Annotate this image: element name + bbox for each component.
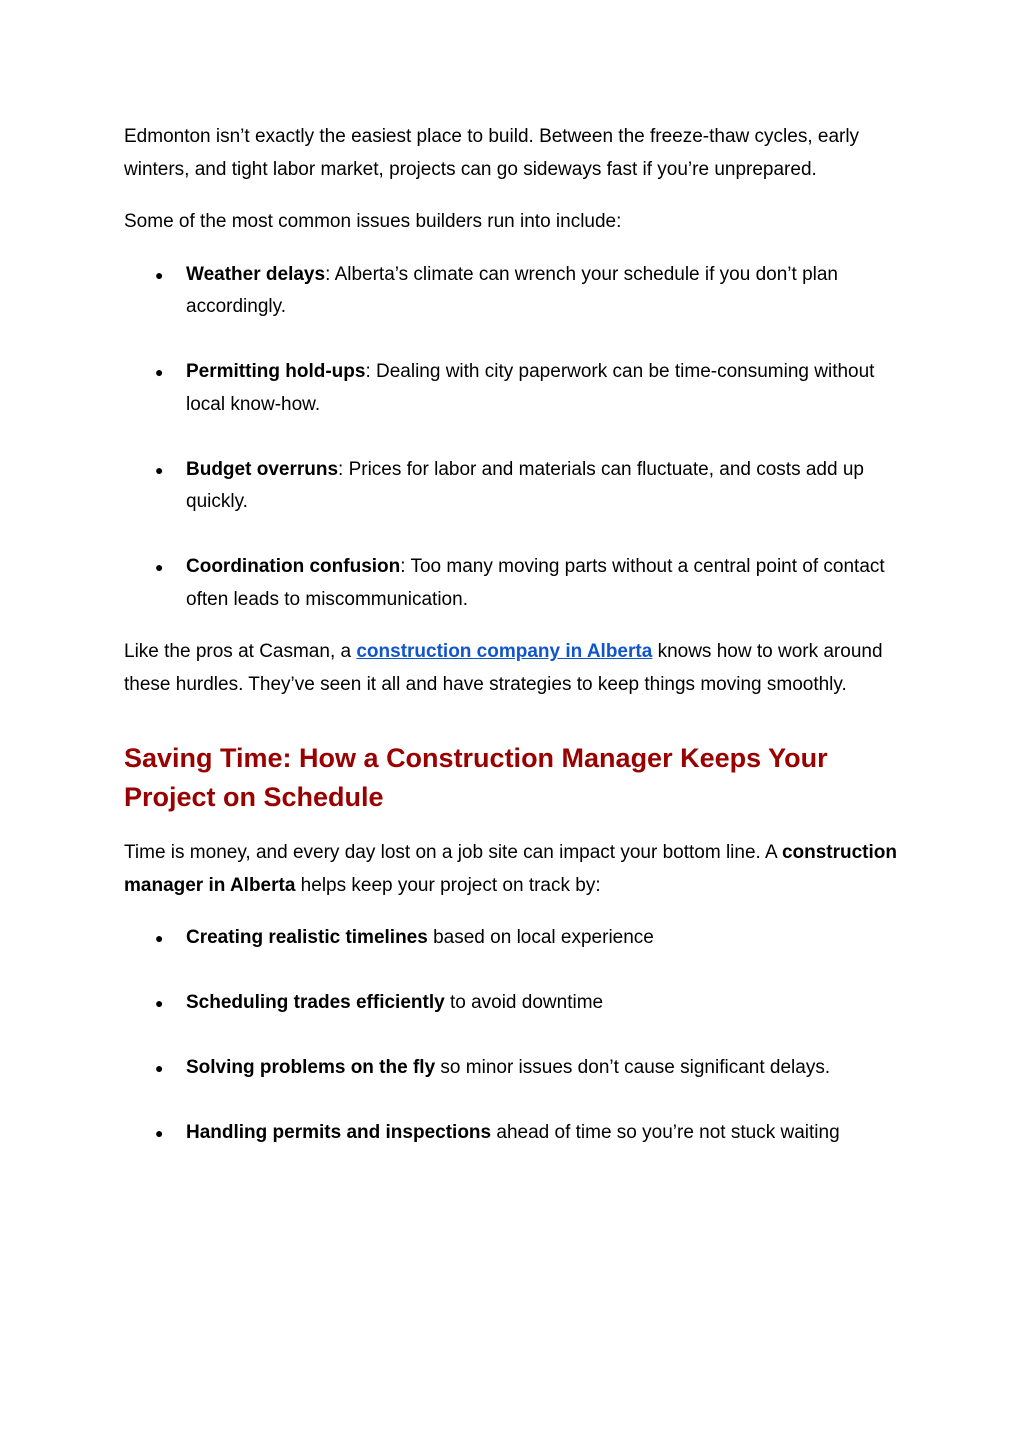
section-heading: Saving Time: How a Construction Manager Keeps Your Project on Schedule <box>124 743 828 812</box>
bullet-icon: ● <box>155 461 164 478</box>
list-item-text: so minor issues don’t cause significant delays. <box>435 1057 831 1078</box>
bullet-icon: ● <box>155 266 164 283</box>
bullet-icon: ● <box>155 1060 164 1076</box>
list-item-title: Creating realistic timelines <box>186 927 428 948</box>
construction-company-link[interactable]: construction company in Alberta <box>356 641 653 662</box>
list-item-title: Solving problems on the fly <box>186 1057 436 1078</box>
list-item <box>124 922 904 955</box>
list-item <box>124 551 904 616</box>
list-item-title: Budget overruns <box>186 458 339 480</box>
paragraph-text: helps keep your project on track by: <box>295 874 601 896</box>
list-item-text: based on local experience <box>427 927 654 948</box>
bullet-icon: ● <box>155 1125 164 1141</box>
list-item <box>124 1117 904 1150</box>
list-item-title: Handling permits and inspections <box>186 1122 492 1143</box>
intro-paragraph: Edmonton isn’t exactly the easiest place to build. Between the freeze-thaw cycles, early winters, and tight labor market, projects can go sideways fast if you’re unprepared. <box>124 126 860 180</box>
list-item <box>124 987 904 1020</box>
time-paragraph <box>124 837 904 902</box>
list-item-text: ahead of time so you’re not stuck waiting <box>491 1122 840 1143</box>
list-item-text: to avoid downtime <box>444 992 604 1013</box>
list-item <box>124 1052 904 1085</box>
list-item-text: : Alberta’s climate can wrench your schedule if you don’t plan accordingly. <box>186 263 838 317</box>
bullet-icon: ● <box>155 559 164 575</box>
casman-paragraph <box>124 636 904 701</box>
bullet-icon: ● <box>155 995 164 1011</box>
bullet-icon: ● <box>155 364 164 380</box>
list-item-title: Scheduling trades efficiently <box>186 992 445 1013</box>
list-item-title: Weather delays <box>186 263 326 285</box>
list-item-title: Permitting hold-ups <box>186 361 366 382</box>
document-body <box>124 121 904 1182</box>
list-item-text: : Dealing with city paperwork can be time-consuming without local know-how. <box>186 361 875 415</box>
list-item-text: : Too many moving parts without a central point of contact often leads to miscommunication. <box>186 556 885 610</box>
list-item <box>124 454 904 519</box>
issues-list <box>124 259 904 617</box>
paragraph-text: Like the pros at Casman, a <box>124 641 357 662</box>
list-item <box>124 356 904 421</box>
list-item-title: Coordination confusion <box>186 556 401 577</box>
issues-lead-paragraph: Some of the most common issues builders run into include: <box>124 211 622 232</box>
benefits-list <box>124 922 904 1150</box>
paragraph-text: knows how to work around these hurdles. They’ve seen it all and have strategies to keep things moving smoothly. <box>124 641 883 695</box>
paragraph-text: Time is money, and every day lost on a job site can impact your bottom line. A <box>124 842 782 863</box>
bullet-icon: ● <box>155 930 164 946</box>
list-item-text: : Prices for labor and materials can fluctuate, and costs add up quickly. <box>186 458 864 512</box>
list-item <box>124 259 904 324</box>
bold-phrase: construction manager in Alberta <box>124 842 897 896</box>
